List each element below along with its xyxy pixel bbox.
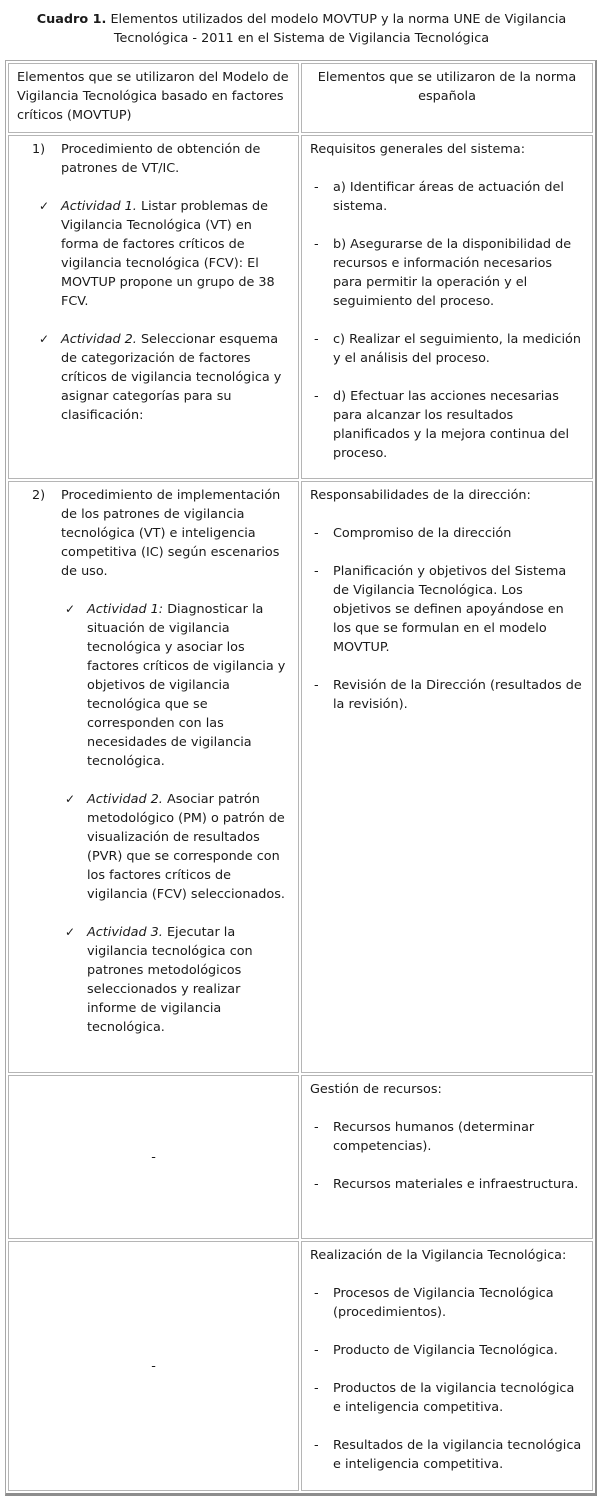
- dash-item: [310, 1341, 584, 1360]
- cell-row3-right: [301, 1075, 593, 1239]
- dash-icon: -: [314, 237, 319, 252]
- activity-body: Seleccionar esquema de categorización de factores críticos de vigilancia tecnológica y asignar categorías para su clasificación:: [61, 332, 282, 423]
- activity-item: [39, 197, 290, 311]
- activity-label: Actividad 2.: [61, 332, 137, 347]
- dash-item-text: Resultados de la vigilancia tecnológica e inteligencia competitiva.: [333, 1438, 582, 1472]
- dash-item-text: Compromiso de la dirección: [333, 526, 512, 541]
- check-icon: ✓: [65, 925, 76, 939]
- cell-heading: Gestión de recursos:: [310, 1082, 442, 1097]
- dash-item-text: a) Identificar áreas de actuación del sistema.: [333, 180, 564, 214]
- dash-item: [310, 1118, 584, 1156]
- activity-item: [65, 923, 290, 1037]
- check-icon: ✓: [65, 602, 76, 616]
- dash-item: [310, 235, 584, 311]
- activity-text: [87, 600, 290, 771]
- empty-cell-dash: -: [151, 1149, 156, 1165]
- check-icon: ✓: [39, 332, 50, 346]
- activity-label: Actividad 1:: [87, 602, 164, 617]
- dash-item-text: Producto de Vigilancia Tecnológica.: [333, 1343, 558, 1358]
- empty-cell-dash: -: [151, 1358, 156, 1374]
- dash-item-text: Productos de la vigilancia tecnológica e inteligencia competitiva.: [333, 1381, 575, 1415]
- dash-item: [310, 1175, 584, 1194]
- dash-item: [310, 1436, 584, 1474]
- activity-text: [61, 197, 290, 311]
- dash-icon: -: [314, 1343, 319, 1358]
- activity-text: [87, 923, 290, 1037]
- check-icon: ✓: [65, 792, 76, 806]
- dash-icon: -: [314, 564, 319, 579]
- table-row: [8, 481, 593, 1073]
- dash-icon: -: [314, 1381, 319, 1396]
- dash-icon: -: [314, 1177, 319, 1192]
- activity-body: Asociar patrón metodológico (PM) o patrón de visualización de resultados (PVR) que se corresponde con los factores críticos de vigilancia (FCV) seleccionados.: [87, 792, 285, 902]
- activity-text: [87, 790, 290, 904]
- dash-item: [310, 676, 584, 714]
- dash-item-text: Planificación y objetivos del Sistema de Vigilancia Tecnológica. Los objetivos se definen apoyándose en los que se formulan en el modelo MOVTUP.: [333, 564, 567, 655]
- activity-body: Ejecutar la vigilancia tecnológica con patrones metodológicos seleccionados y realizar informe de vigilancia tecnológica.: [87, 925, 253, 1035]
- activity-text: [61, 330, 290, 425]
- activity-item: [39, 330, 290, 425]
- dash-item-text: d) Efectuar las acciones necesarias para alcanzar los resultados planificados y la mejora continua del proceso.: [333, 389, 570, 461]
- numbered-item: [32, 140, 290, 178]
- dash-icon: -: [314, 678, 319, 693]
- cell-row4-right: [301, 1241, 593, 1491]
- dash-icon: -: [314, 180, 319, 195]
- activity-item: [65, 600, 290, 771]
- dash-item-text: Revisión de la Dirección (resultados de la revisión).: [333, 678, 582, 712]
- numbered-item-text: Procedimiento de implementación de los patrones de vigilancia tecnológica (VT) e inteligencia competitiva (IC) según escenarios de uso.: [61, 488, 281, 579]
- list-number: 1): [32, 142, 46, 157]
- dash-icon: -: [314, 389, 319, 404]
- comparison-table: [5, 60, 597, 1496]
- cell-row2-right: [301, 481, 593, 1073]
- dash-item-text: Recursos humanos (determinar competencias).: [333, 1120, 535, 1154]
- dash-item: [310, 1284, 584, 1322]
- dash-icon: -: [314, 332, 319, 347]
- numbered-item-text: Procedimiento de obtención de patrones de VT/IC.: [61, 142, 261, 176]
- cell-row1-left: [8, 135, 299, 479]
- dash-item: [310, 524, 584, 543]
- dash-item: [310, 562, 584, 657]
- cell-row2-left: [8, 481, 299, 1073]
- dash-item: [310, 387, 584, 463]
- cell-row4-left: [8, 1241, 299, 1491]
- list-number: 2): [32, 488, 46, 503]
- check-icon: ✓: [39, 199, 50, 213]
- activity-item: [65, 790, 290, 904]
- dash-item-text: Recursos materiales e infraestructura.: [333, 1177, 579, 1192]
- dash-icon: -: [314, 1286, 319, 1301]
- activity-label: Actividad 2.: [87, 792, 163, 807]
- header-row: [8, 63, 593, 133]
- dash-icon: -: [314, 1438, 319, 1453]
- caption-label: Cuadro 1.: [36, 12, 107, 27]
- cell-row3-left: [8, 1075, 299, 1239]
- table-row: [8, 1075, 593, 1239]
- dash-icon: -: [314, 526, 319, 541]
- dash-item: [310, 330, 584, 368]
- table-caption: [13, 10, 591, 48]
- header-cell-norma: Elementos que se utilizaron de la norma española: [301, 63, 593, 133]
- activity-body: Listar problemas de Vigilancia Tecnológica (VT) en forma de factores críticos de vigilancia tecnológica (FCV): El MOVTUP propone un grupo de 38 FCV.: [61, 199, 275, 309]
- dash-item-text: Procesos de Vigilancia Tecnológica (procedimientos).: [333, 1286, 554, 1320]
- header-cell-movtup: Elementos que se utilizaron del Modelo de Vigilancia Tecnológica basado en factores críticos (MOVTUP): [8, 63, 299, 133]
- table-row: [8, 135, 593, 479]
- dash-item-text: c) Realizar el seguimiento, la medición y el análisis del proceso.: [333, 332, 581, 366]
- dash-item: [310, 178, 584, 216]
- activity-label: Actividad 1.: [61, 199, 137, 214]
- dash-icon: -: [314, 1120, 319, 1135]
- activity-body: Diagnosticar la situación de vigilancia tecnológica y asociar los factores críticos de vigilancia y objetivos de vigilancia tecnológica que se corresponden con las necesidades de vigilancia tecnológica.: [87, 602, 286, 769]
- activity-label: Actividad 3.: [87, 925, 163, 940]
- cell-row1-right: [301, 135, 593, 479]
- table-row: [8, 1241, 593, 1491]
- cell-heading: Requisitos generales del sistema:: [310, 142, 526, 157]
- dash-item: [310, 1379, 584, 1417]
- caption-text: Elementos utilizados del modelo MOVTUP y la norma UNE de Vigilancia Tecnológica - 2011 en el Sistema de Vigilancia Tecnológica: [110, 12, 567, 46]
- dash-item-text: b) Asegurarse de la disponibilidad de recursos e información necesarios para permitir la operación y el seguimiento del proceso.: [333, 237, 572, 309]
- cell-heading: Responsabilidades de la dirección:: [310, 488, 531, 503]
- cell-heading: Realización de la Vigilancia Tecnológica:: [310, 1248, 567, 1263]
- numbered-item: [32, 486, 290, 581]
